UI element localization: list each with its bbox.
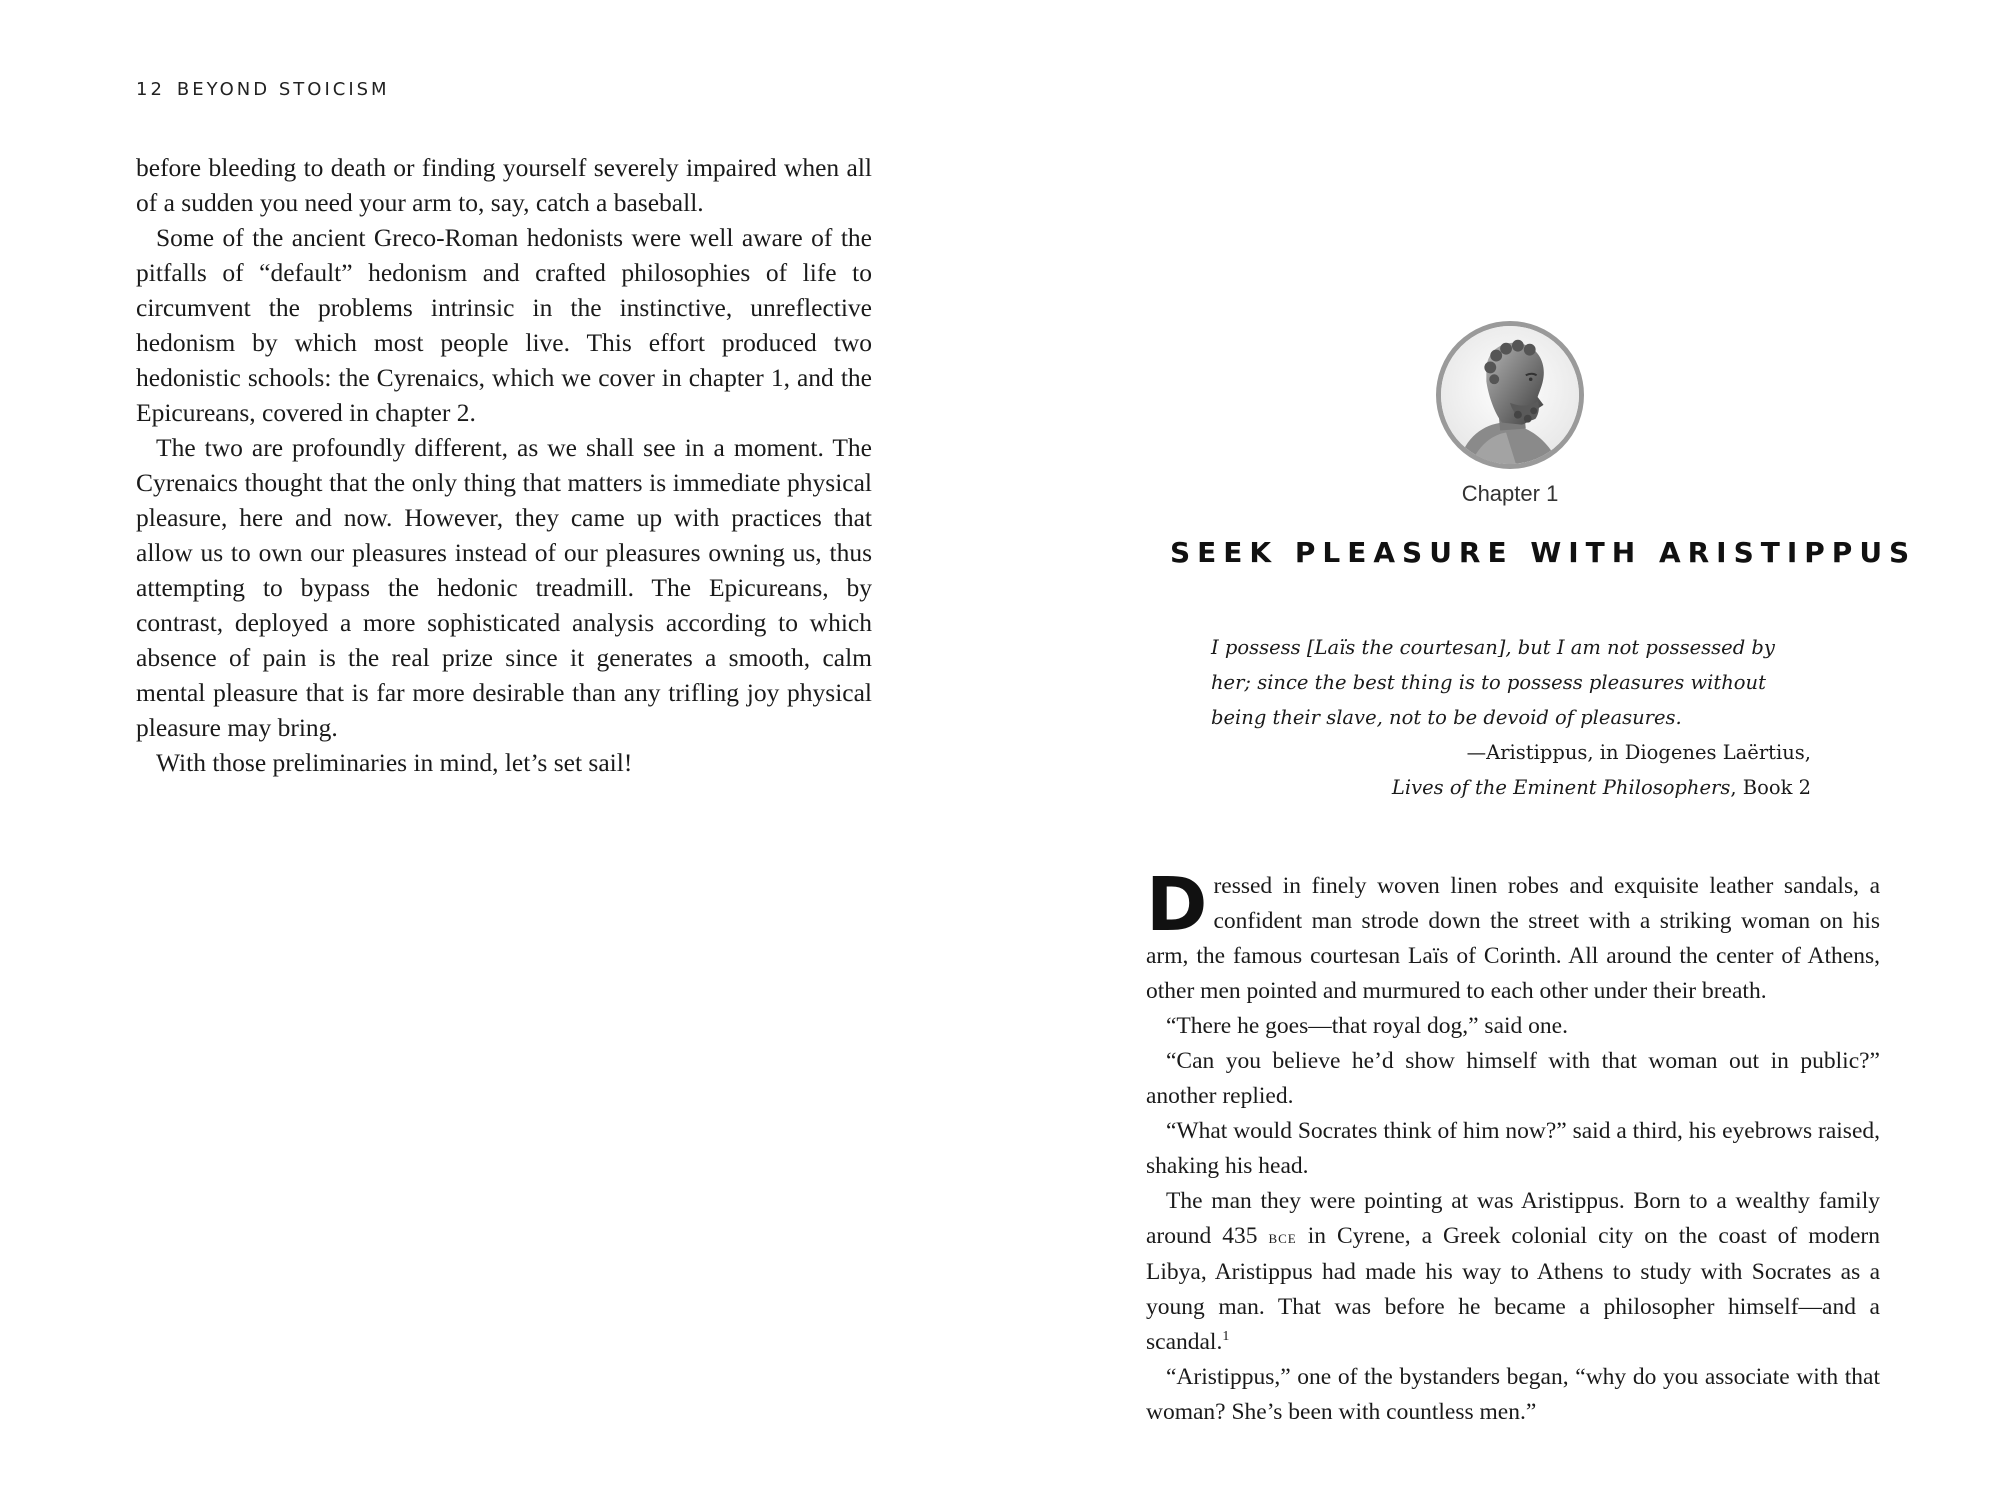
chapter-label: Chapter 1 [1461,481,1559,506]
body-paragraph: The two are profoundly different, as we shall see in a moment. The Cyrenaics thought that the only thing that matters is immediate physical pleasure, here and now. However, they came up with practices that allow us to own our pleasures instead of our pleasures owning us, thus attempting to bypass the hedonic treadmill. The Epicureans, by contrast, deployed a more sophisticated analysis according to which absence of pain is the real prize since it generates a smooth, calm mental pleasure that is far more desirable than any trifling joy physical pleasure may bring. [136,433,872,742]
bust-icon [1441,326,1579,464]
epigraph-attribution-author: —Aristippus, in Diogenes Laërtius, [1466,741,1811,764]
body-paragraph: before bleeding to death or finding yourself severely impaired when all of a sudden you need your arm to, say, catch a baseball. [136,153,872,217]
drop-cap: D [1146,862,1208,948]
running-head-title: BEYOND STOICISM [176,79,390,100]
footnote-marker[interactable]: 1 [1222,1329,1230,1345]
opening-paragraph [1146,862,1880,1009]
body-paragraph [1146,1184,1880,1360]
opening-paragraph-text: ressed in finely woven linen robes and exquisite leather sandals, a confident man strode down the street with a striking woman on his arm, the famous courtesan Laïs of Corinth. All around the center of Athens, other men pointed and murmured to each other under their breath. [1146,873,1880,1004]
body-paragraph: “Aristippus,” one of the bystanders began, “why do you associate with that woman? She’s been with countless men.” [1146,1364,1880,1425]
epigraph-attribution-work: Lives of the Eminent Philosophers [1391,776,1731,799]
epigraph-attribution-book: , Book 2 [1730,776,1811,799]
era-abbreviation: bce [1268,1227,1297,1248]
left-page-body [136,150,872,780]
body-text: The man they were pointing at was Aristippus. Born to a wealthy family around 435 [1146,1188,1880,1249]
body-paragraph: With those preliminaries in mind, let’s set sail! [156,748,633,777]
body-paragraph: “What would Socrates think of him now?” said a third, his eyebrows raised, shaking his head. [1146,1118,1880,1179]
epigraph-attribution [1211,735,1821,805]
philosopher-portrait-medallion [1436,321,1584,469]
page-number: 12 [136,79,165,100]
right-page-body [1146,862,1880,1430]
body-text: in Cyrene, a Greek colonial city on the coast of modern Libya, Aristippus had made his way to Athens to study with Socrates as a young man. That was before he became a philosopher himself—and a scandal. [1146,1223,1880,1355]
body-paragraph: “Can you believe he’d show himself with that woman out in public?” another replied. [1146,1048,1880,1109]
chapter-title: SEEK PLEASURE WITH ARISTIPPUS [1170,536,1917,569]
running-head [136,79,390,100]
epigraph-quote: I possess [Laïs the courtesan], but I am not possessed by her; since the best thing is to possess pleasures without being their slave, not to be devoid of pleasures. [1211,636,1775,729]
epigraph [1211,630,1821,805]
body-paragraph: “There he goes—that royal dog,” said one. [1166,1013,1568,1039]
body-paragraph: Some of the ancient Greco-Roman hedonists were well aware of the pitfalls of “default” hedonism and crafted philosophies of life to circumvent the problems intrinsic in the instinctive, unreflective hedonism by which most people live. This effort produced two hedonistic schools: the Cyrenaics, which we cover in chapter 1, and the Epicureans, covered in chapter 2. [136,223,872,427]
